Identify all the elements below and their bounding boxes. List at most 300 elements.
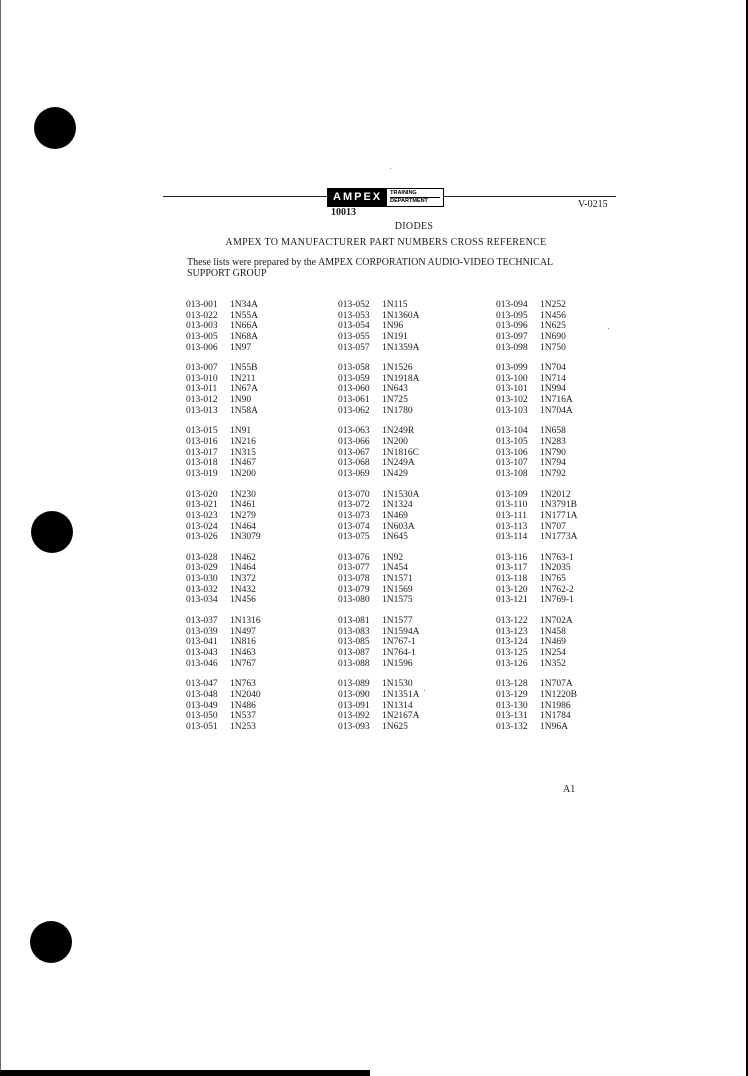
parts-row [496,563,577,574]
parts-column-1 [186,300,261,742]
ampex-part-number: 013-005 [186,331,218,342]
parts-row [338,311,419,322]
manufacturer-part-number: 1N96 [382,321,404,332]
ampex-part-number: 013-034 [186,595,218,606]
ampex-part-number: 013-129 [496,689,528,700]
ampex-part-number: 013-050 [186,711,218,722]
parts-row [338,500,419,511]
manufacturer-part-number: 1N253 [230,721,256,732]
ampex-part-number: 013-054 [338,321,370,332]
parts-row [338,374,419,385]
scan-speck [424,690,425,691]
manufacturer-part-number: 1N1575 [382,595,413,606]
parts-row [186,627,261,638]
parts-row [496,616,577,627]
ampex-part-number: 013-013 [186,405,218,416]
parts-row [338,406,419,417]
parts-row [338,627,419,638]
parts-row [186,300,261,311]
ampex-part-number: 013-132 [496,721,528,732]
parts-row [186,332,261,343]
manufacturer-part-number: 1N458 [540,626,566,637]
parts-row [496,711,577,722]
parts-row [186,679,261,690]
ampex-part-number: 013-058 [338,363,370,374]
parts-row [338,395,419,406]
doc-code: V-0215 [578,199,608,210]
parts-row [496,585,577,596]
ampex-part-number: 013-063 [338,426,370,437]
ampex-part-number: 013-083 [338,626,370,637]
ampex-part-number: 013-091 [338,700,370,711]
ampex-part-number: 013-105 [496,437,528,448]
parts-row [338,711,419,722]
parts-row [496,469,577,480]
manufacturer-part-number: 1N2035 [540,563,571,574]
ampex-part-number: 013-089 [338,679,370,690]
parts-row [338,384,419,395]
manufacturer-part-number: 1N767-1 [382,637,416,648]
manufacturer-part-number: 1N96A [540,721,568,732]
ampex-part-number: 013-121 [496,595,528,606]
parts-row [496,321,577,332]
logo-main-text: AMPEX [328,189,387,206]
ampex-part-number: 013-107 [496,458,528,469]
ampex-part-number: 013-047 [186,679,218,690]
manufacturer-part-number: 1N91 [230,426,252,437]
manufacturer-part-number: 1N58A [230,405,258,416]
manufacturer-part-number: 1N34A [230,300,258,310]
parts-group [186,300,261,353]
punch-hole-bottom [30,921,72,963]
manufacturer-part-number: 1N1351A [382,689,420,700]
manufacturer-part-number: 1N537 [230,711,256,722]
parts-row [496,553,577,564]
ampex-part-number: 013-123 [496,626,528,637]
manufacturer-part-number: 1N283 [540,437,566,448]
manufacturer-part-number: 1N1526 [382,363,413,374]
ampex-part-number: 013-046 [186,658,218,669]
manufacturer-part-number: 1N252 [540,300,566,310]
page-title: DIODES [394,221,434,232]
manufacturer-part-number: 1N714 [540,373,566,384]
scan-speck [608,328,609,329]
manufacturer-part-number: 1N68A [230,331,258,342]
manufacturer-part-number: 1N200 [382,437,408,448]
parts-group [496,300,577,353]
parts-row [186,659,261,670]
parts-row [186,690,261,701]
ampex-part-number: 013-128 [496,679,528,690]
page-subtitle: AMPEX TO MANUFACTURER PART NUMBERS CROSS REFERENCE [225,237,547,248]
parts-group [186,363,261,416]
manufacturer-part-number: 1N1569 [382,584,413,595]
parts-row [186,585,261,596]
parts-row [338,659,419,670]
scan-edge-left [0,0,1,1076]
parts-row [338,343,419,354]
ampex-part-number: 013-010 [186,373,218,384]
parts-row [496,300,577,311]
manufacturer-part-number: 1N2167A [382,711,420,722]
ampex-part-number: 013-097 [496,331,528,342]
logo-sub-line1: TRAINING [390,190,440,198]
parts-row [496,363,577,374]
parts-row [338,522,419,533]
manufacturer-part-number: 1N315 [230,447,256,458]
parts-group [496,363,577,416]
parts-row [338,648,419,659]
manufacturer-part-number: 1N249A [382,458,415,469]
parts-row [186,406,261,417]
ampex-part-number: 013-011 [186,384,218,395]
manufacturer-part-number: 1N467 [230,458,256,469]
manufacturer-part-number: 1N3791B [540,500,577,511]
parts-row [496,659,577,670]
ampex-part-number: 013-022 [186,310,218,321]
manufacturer-part-number: 1N625 [540,321,566,332]
parts-row [186,574,261,585]
ampex-part-number: 013-130 [496,700,528,711]
ampex-part-number: 013-096 [496,321,528,332]
manufacturer-part-number: 1N716A [540,395,573,406]
parts-row [496,574,577,585]
manufacturer-part-number: 1N1596 [382,658,413,669]
parts-row [496,532,577,543]
ampex-part-number: 013-015 [186,426,218,437]
ampex-part-number: 013-012 [186,395,218,406]
ampex-part-number: 013-041 [186,637,218,648]
manufacturer-part-number: 1N216 [230,437,256,448]
manufacturer-part-number: 1N463 [230,647,256,658]
ampex-part-number: 013-095 [496,310,528,321]
scan-speck [390,168,391,169]
ampex-part-number: 013-077 [338,563,370,574]
ampex-part-number: 013-032 [186,584,218,595]
parts-group [186,490,261,543]
parts-row [338,585,419,596]
manufacturer-part-number: 1N1359A [382,342,420,353]
ampex-part-number: 013-067 [338,447,370,458]
parts-row [186,532,261,543]
ampex-part-number: 013-049 [186,700,218,711]
parts-row [496,595,577,606]
ampex-part-number: 013-030 [186,574,218,585]
parts-row [496,648,577,659]
parts-group [496,679,577,732]
intro-line-1: These lists were prepared by the AMPEX CORPORATION AUDIO-VIDEO TECHNICAL [187,257,554,268]
parts-group [338,679,419,732]
manufacturer-part-number: 1N690 [540,331,566,342]
manufacturer-part-number: 1N1530A [382,489,420,500]
ampex-part-number: 013-102 [496,395,528,406]
ampex-part-number: 013-113 [496,521,528,532]
manufacturer-part-number: 1N66A [230,321,258,332]
parts-group [496,426,577,479]
parts-row [338,300,419,311]
parts-row [496,384,577,395]
parts-row [496,722,577,733]
parts-row [338,469,419,480]
manufacturer-part-number: 1N994 [540,384,566,395]
ampex-part-number: 013-017 [186,447,218,458]
manufacturer-part-number: 1N55A [230,310,258,321]
ampex-part-number: 013-026 [186,532,218,543]
parts-row [338,553,419,564]
manufacturer-part-number: 1N1316 [230,616,261,627]
parts-group [338,363,419,416]
ampex-part-number: 013-106 [496,447,528,458]
manufacturer-part-number: 1N1780 [382,405,413,416]
ampex-part-number: 013-001 [186,300,218,310]
manufacturer-part-number: 1N462 [230,552,256,563]
parts-group [338,616,419,669]
parts-row [186,448,261,459]
manufacturer-part-number: 1N763 [230,679,256,690]
ampex-part-number: 013-053 [338,310,370,321]
manufacturer-part-number: 1N92 [382,552,404,563]
ampex-part-number: 013-101 [496,384,528,395]
manufacturer-part-number: 1N765 [540,574,566,585]
manufacturer-part-number: 1N2040 [230,689,261,700]
parts-column-3 [496,300,577,742]
parts-row [496,448,577,459]
scan-edge-bottom [0,1070,370,1076]
ampex-part-number: 013-061 [338,395,370,406]
parts-row [338,616,419,627]
manufacturer-part-number: 1N792 [540,468,566,479]
parts-row [338,563,419,574]
manufacturer-part-number: 1N1773A [540,532,578,543]
parts-row [496,500,577,511]
ampex-part-number: 013-051 [186,721,218,732]
ampex-part-number: 013-018 [186,458,218,469]
parts-row [186,711,261,722]
ampex-part-number: 013-028 [186,552,218,563]
parts-row [186,469,261,480]
parts-row [186,500,261,511]
ampex-part-number: 013-085 [338,637,370,648]
page-number: A1 [563,784,576,795]
parts-row [338,458,419,469]
parts-row [496,426,577,437]
manufacturer-part-number: 1N456 [540,310,566,321]
parts-row [186,374,261,385]
ampex-part-number: 013-021 [186,500,218,511]
manufacturer-part-number: 1N1314 [382,700,413,711]
ampex-part-number: 013-069 [338,468,370,479]
parts-group [496,553,577,606]
ampex-part-number: 013-090 [338,689,370,700]
ampex-part-number: 013-055 [338,331,370,342]
manufacturer-part-number: 1N497 [230,626,256,637]
manufacturer-part-number: 1N464 [230,563,256,574]
parts-row [338,490,419,501]
parts-row [338,595,419,606]
manufacturer-part-number: 1N769-1 [540,595,574,606]
parts-group [186,553,261,606]
manufacturer-part-number: 1N1816C [382,447,419,458]
ampex-part-number: 013-048 [186,689,218,700]
ampex-part-number: 013-109 [496,489,528,500]
parts-row [186,384,261,395]
ampex-part-number: 013-122 [496,616,528,627]
parts-group [338,553,419,606]
parts-row [186,637,261,648]
ampex-part-number: 013-116 [496,552,528,563]
parts-group [338,300,419,353]
manufacturer-part-number: 1N645 [382,532,408,543]
parts-row [186,553,261,564]
parts-group [496,490,577,543]
ampex-part-number: 013-020 [186,489,218,500]
parts-row [186,563,261,574]
manufacturer-part-number: 1N254 [540,647,566,658]
parts-row [496,437,577,448]
parts-row [496,395,577,406]
parts-row [338,511,419,522]
manufacturer-part-number: 1N750 [540,342,566,353]
manufacturer-part-number: 1N90 [230,395,252,406]
manufacturer-part-number: 1N3079 [230,532,261,543]
parts-row [186,616,261,627]
manufacturer-part-number: 1N762-2 [540,584,574,595]
parts-row [338,332,419,343]
ampex-part-number: 013-078 [338,574,370,585]
ampex-part-number: 013-075 [338,532,370,543]
ampex-part-number: 013-068 [338,458,370,469]
parts-row [186,426,261,437]
manufacturer-part-number: 1N658 [540,426,566,437]
parts-row [496,458,577,469]
parts-group [338,490,419,543]
intro-line-2: SUPPORT GROUP [187,268,267,279]
ampex-part-number: 013-125 [496,647,528,658]
ampex-part-number: 013-079 [338,584,370,595]
ampex-part-number: 013-060 [338,384,370,395]
manufacturer-part-number: 1N2012 [540,489,571,500]
ampex-part-number: 013-120 [496,584,528,595]
manufacturer-part-number: 1N704A [540,405,573,416]
ampex-part-number: 013-111 [496,510,527,521]
manufacturer-part-number: 1N603A [382,521,415,532]
parts-group [186,679,261,732]
ampex-part-number: 013-092 [338,711,370,722]
ampex-part-number: 013-076 [338,552,370,563]
manufacturer-part-number: 1N115 [382,300,408,310]
ampex-part-number: 013-043 [186,647,218,658]
ampex-logo [327,188,444,207]
ampex-part-number: 013-052 [338,300,370,310]
parts-column-2 [338,300,419,742]
manufacturer-part-number: 1N67A [230,384,258,395]
ampex-part-number: 013-080 [338,595,370,606]
ampex-part-number: 013-039 [186,626,218,637]
manufacturer-part-number: 1N469 [540,637,566,648]
ampex-part-number: 013-118 [496,574,528,585]
ampex-part-number: 013-066 [338,437,370,448]
parts-row [338,437,419,448]
manufacturer-part-number: 1N1594A [382,626,420,637]
logo-sub-text [387,189,443,206]
manufacturer-part-number: 1N725 [382,395,408,406]
manufacturer-part-number: 1N97 [230,342,252,353]
parts-row [186,490,261,501]
ampex-part-number: 013-094 [496,300,528,310]
manufacturer-part-number: 1N1986 [540,700,571,711]
ampex-part-number: 013-059 [338,373,370,384]
parts-row [338,532,419,543]
ampex-part-number: 013-093 [338,721,370,732]
parts-row [496,627,577,638]
ampex-part-number: 013-057 [338,342,370,353]
ampex-part-number: 013-072 [338,500,370,511]
manufacturer-part-number: 1N1220B [540,689,577,700]
ampex-part-number: 013-006 [186,342,218,353]
manufacturer-part-number: 1N279 [230,510,256,521]
parts-row [496,690,577,701]
punch-hole-middle [31,511,73,553]
ampex-part-number: 013-103 [496,405,528,416]
manufacturer-part-number: 1N816 [230,637,256,648]
parts-row [496,522,577,533]
parts-row [186,321,261,332]
ampex-part-number: 013-062 [338,405,370,416]
manufacturer-part-number: 1N767 [230,658,256,669]
parts-row [496,332,577,343]
manufacturer-part-number: 1N1324 [382,500,413,511]
ampex-part-number: 013-110 [496,500,528,511]
parts-row [496,406,577,417]
parts-row [338,321,419,332]
punch-hole-top [34,107,76,149]
parts-row [338,722,419,733]
parts-row [186,437,261,448]
ampex-part-number: 013-016 [186,437,218,448]
parts-row [496,701,577,712]
parts-row [186,363,261,374]
manufacturer-part-number: 1N464 [230,521,256,532]
ampex-part-number: 013-100 [496,373,528,384]
ampex-part-number: 013-081 [338,616,370,627]
parts-row [338,679,419,690]
ampex-part-number: 013-126 [496,658,528,669]
parts-row [186,722,261,733]
parts-row [186,458,261,469]
ampex-part-number: 013-070 [338,489,370,500]
manufacturer-part-number: 1N486 [230,700,256,711]
parts-row [186,311,261,322]
ampex-part-number: 013-088 [338,658,370,669]
manufacturer-part-number: 1N469 [382,510,408,521]
ampex-part-number: 013-098 [496,342,528,353]
manufacturer-part-number: 1N1571 [382,574,413,585]
parts-row [338,448,419,459]
manufacturer-part-number: 1N707 [540,521,566,532]
ampex-part-number: 013-024 [186,521,218,532]
parts-row [496,374,577,385]
manufacturer-part-number: 1N249R [382,426,415,437]
ampex-part-number: 013-023 [186,510,218,521]
manufacturer-part-number: 1N454 [382,563,408,574]
manufacturer-part-number: 1N707A [540,679,573,690]
doc-number: 10013 [331,207,356,218]
parts-row [186,522,261,533]
manufacturer-part-number: 1N372 [230,574,256,585]
parts-row [496,311,577,322]
ampex-part-number: 013-007 [186,363,218,374]
parts-row [186,595,261,606]
